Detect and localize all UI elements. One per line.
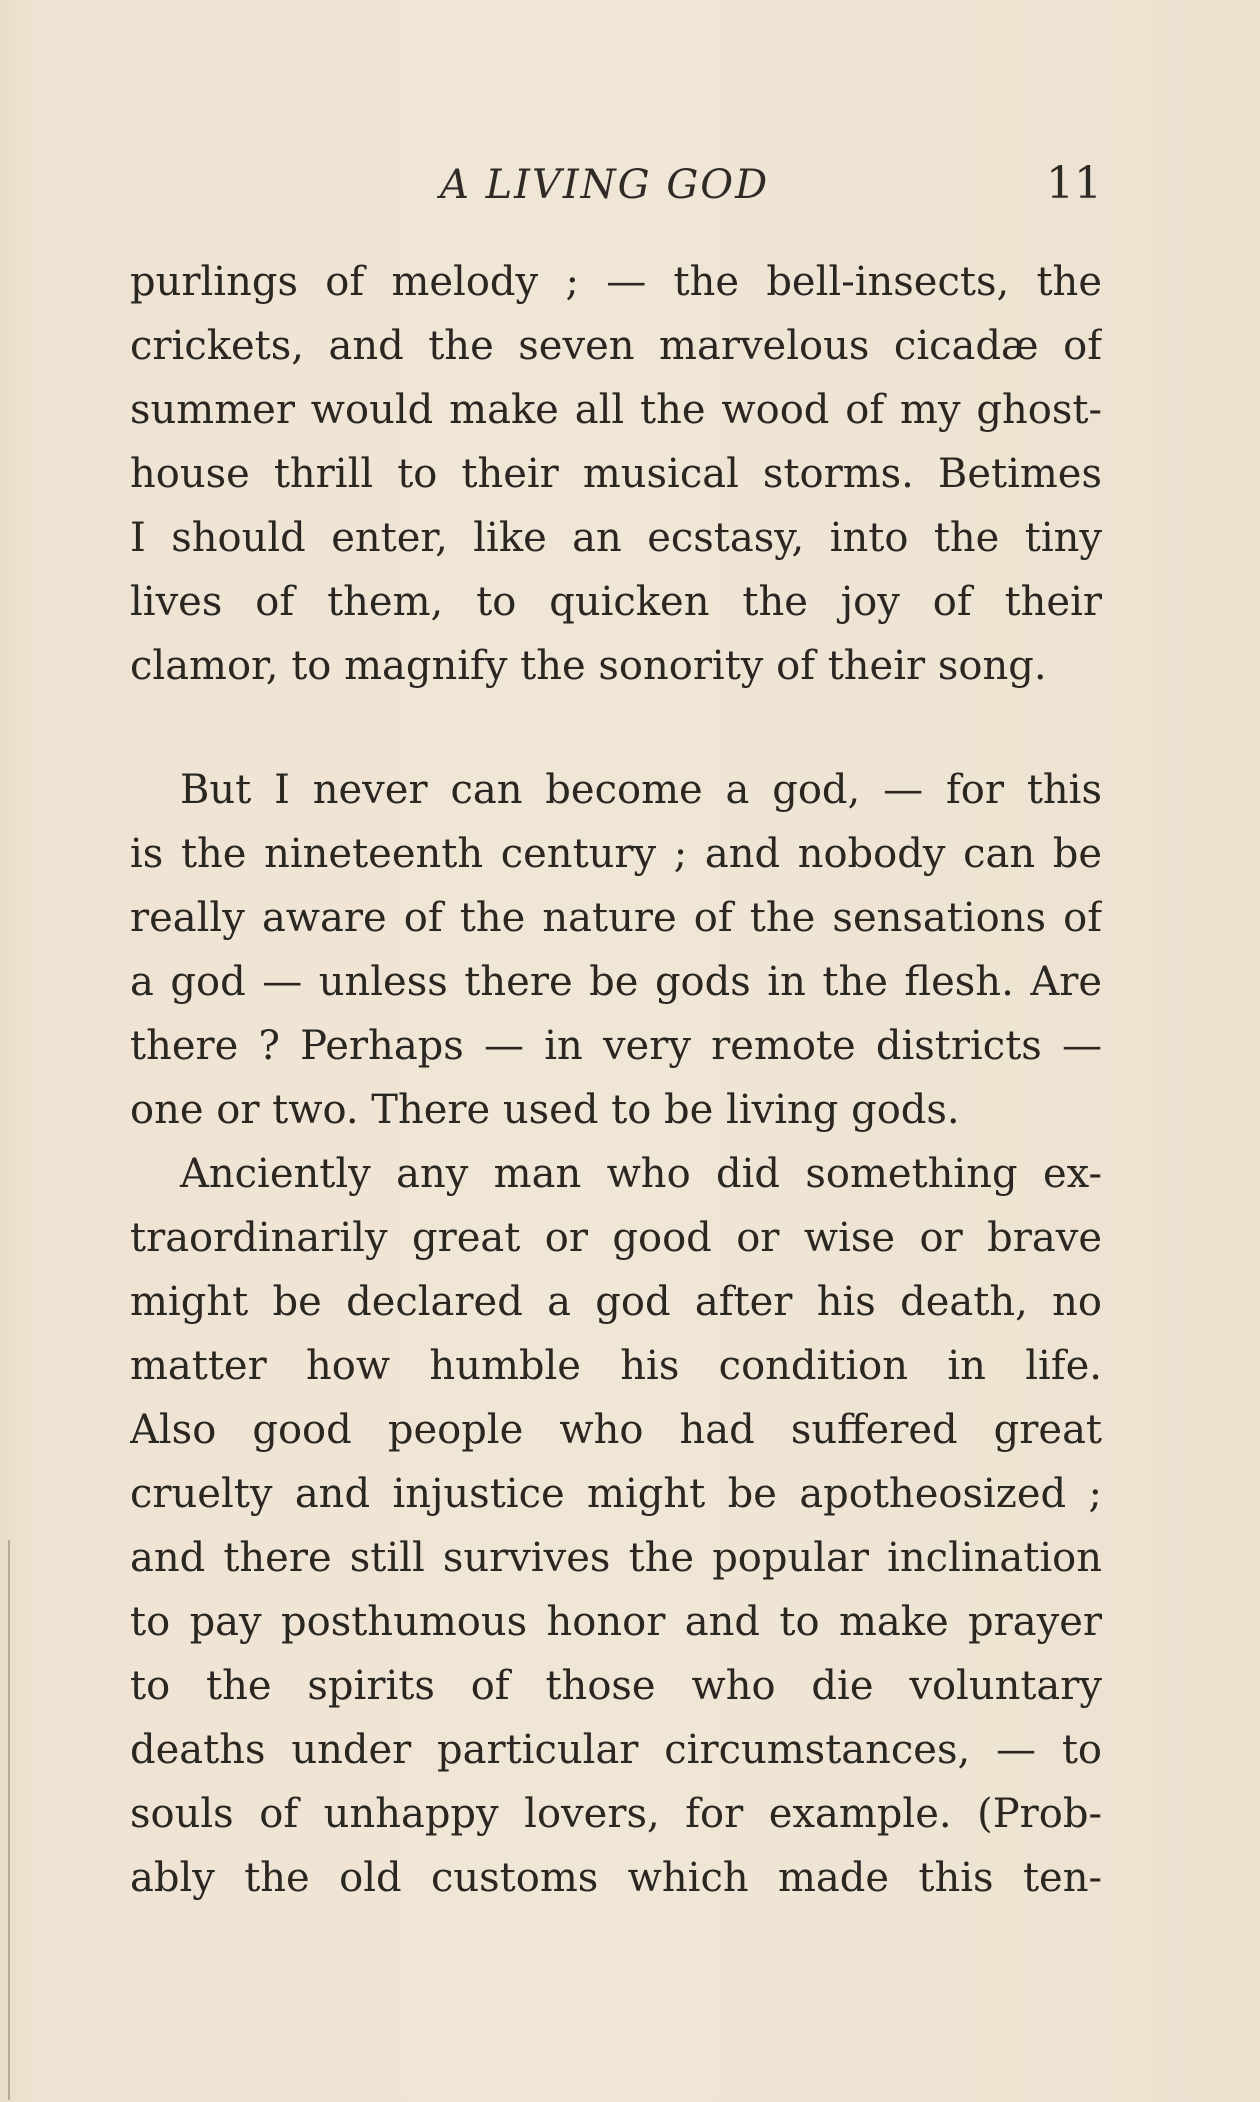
- section-break: [130, 698, 1102, 758]
- text-line: traordinarily great or good or wise or brave: [130, 1215, 1102, 1261]
- page-number: 11: [1046, 158, 1102, 209]
- paragraph-1: [130, 250, 1102, 698]
- text-line: lives of them, to quicken the joy of their: [130, 579, 1102, 625]
- text-line: deaths under particular circumstances, — to: [130, 1727, 1102, 1773]
- text-line: is the nineteenth century ; and nobody can be: [130, 831, 1102, 877]
- text-line: I should enter, like an ecstasy, into the tiny: [130, 515, 1102, 561]
- running-title: A LIVING GOD: [440, 162, 770, 208]
- text-line: to the spirits of those who die voluntary: [130, 1663, 1102, 1709]
- text-line: matter how humble his condition in life.: [130, 1343, 1102, 1389]
- text-line: summer would make all the wood of my ghost-: [130, 387, 1102, 433]
- text-line: really aware of the nature of the sensations of: [130, 895, 1102, 941]
- text-line: Also good people who had suffered great: [130, 1407, 1102, 1453]
- text-line: But I never can become a god, — for this: [180, 767, 1102, 813]
- text-line: and there still survives the popular inclination: [130, 1535, 1102, 1581]
- text-line: house thrill to their musical storms. Betimes: [130, 451, 1102, 497]
- paragraph-3: [130, 1142, 1102, 1910]
- text-line: cruelty and injustice might be apotheosized ;: [130, 1471, 1102, 1517]
- text-line: Anciently any man who did something ex-: [180, 1151, 1102, 1197]
- text-line: ably the old customs which made this ten-: [130, 1855, 1102, 1901]
- text-line: clamor, to magnify the sonority of their song.: [130, 643, 1047, 689]
- text-line: purlings of melody ; — the bell-insects, the: [130, 259, 1102, 305]
- text-line: one or two. There used to be living gods.: [130, 1087, 960, 1133]
- text-line: might be declared a god after his death, no: [130, 1279, 1102, 1325]
- text-line: to pay posthumous honor and to make prayer: [130, 1599, 1102, 1645]
- text-line: there ? Perhaps — in very remote districts —: [130, 1023, 1102, 1069]
- body-text: [130, 250, 1102, 1910]
- page-header: [130, 158, 1102, 222]
- paragraph-2: [130, 758, 1102, 1142]
- binding-edge: [8, 1540, 10, 2100]
- text-line: souls of unhappy lovers, for example. (Prob-: [130, 1791, 1102, 1837]
- text-line: a god — unless there be gods in the flesh. Are: [130, 959, 1102, 1005]
- text-line: crickets, and the seven marvelous cicadæ of: [130, 323, 1102, 369]
